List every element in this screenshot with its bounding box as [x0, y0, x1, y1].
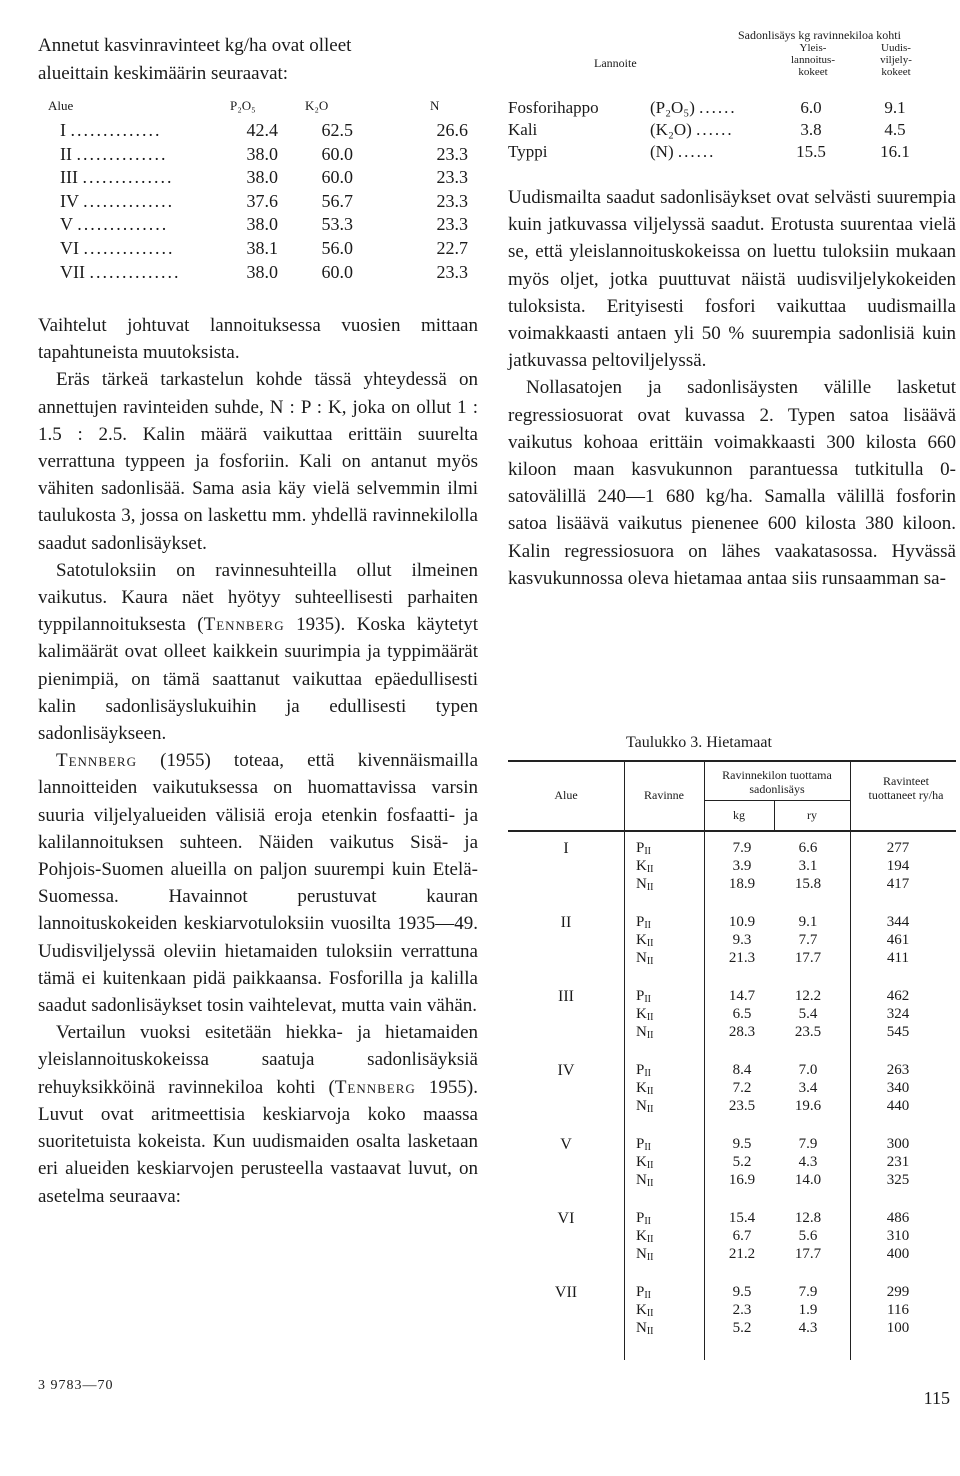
nutrient-symbol: K: [636, 932, 647, 948]
row-area: [60, 191, 240, 212]
value-kg: 15.4: [728, 1210, 756, 1226]
formula-text: (P₂O₅): [650, 98, 695, 117]
value-kg: 16.9: [728, 1172, 756, 1188]
nutrient-label: [636, 1154, 654, 1171]
value-ry: 17.7: [794, 1246, 822, 1262]
text-segment: 1955). Luvut ovat aritmeettisia keskiarvoja koko maassa suoritetuista kokeista. Kun uudismaiden osalta lasketaan eri alueiden keskiarvojen perusteella vastaavat luvut, on asetelma seuraava:: [38, 1076, 478, 1207]
value-p2o5: 42.4: [246, 120, 278, 140]
nutrient-symbol: K: [636, 1080, 647, 1096]
nutrient-symbol: P: [636, 988, 645, 1004]
row-area: [60, 262, 240, 283]
fertilizer-formula: [650, 98, 737, 118]
value-ry: 17.7: [794, 950, 822, 966]
value-ry: 19.6: [794, 1098, 822, 1114]
nutrient-subscript: II: [644, 1290, 652, 1301]
nutrient-subscript: II: [646, 1012, 654, 1023]
intro-line-2: alueittain keskimäärin seuraavat:: [38, 63, 289, 84]
value-kg: 9.5: [732, 1136, 752, 1152]
nutrient-table-body: [38, 120, 478, 285]
nutrient-label: [636, 988, 651, 1005]
value-new-land-trials: 4.5: [884, 120, 906, 139]
nutrient-symbol: P: [636, 1136, 645, 1152]
nutrient-label: [636, 1062, 651, 1079]
value-p2o5: 38.0: [246, 261, 278, 282]
value-ry-per-ha: 462: [886, 988, 910, 1004]
paragraph-mineral-soils: [38, 747, 478, 1019]
table-row: [38, 120, 478, 144]
value-ry-per-ha: 411: [887, 950, 909, 966]
value-ry-per-ha: 116: [887, 1302, 909, 1318]
header-nutrient: Ravinne: [644, 788, 684, 802]
nutrient-table-header: [38, 98, 478, 120]
value-kg: 18.9: [728, 876, 756, 892]
value-ry: 3.1: [798, 858, 818, 874]
value-kg: 14.7: [728, 988, 756, 1004]
paragraph-yield-effect: [38, 557, 478, 747]
table-vrule: [704, 760, 705, 1360]
row-area: [60, 238, 240, 259]
nutrient-label: [636, 914, 651, 931]
value-ry-per-ha: 340: [886, 1080, 910, 1096]
value-k2o: 60.0: [321, 143, 353, 164]
value-n: 23.3: [436, 143, 468, 164]
nutrient-subscript: II: [644, 846, 652, 857]
nutrient-subscript: II: [646, 1104, 654, 1115]
nutrient-subscript: II: [644, 1142, 652, 1153]
nutrient-symbol: P: [636, 914, 645, 930]
table-row: [38, 167, 478, 191]
nutrient-table: [38, 98, 478, 285]
paragraph-variation: Vaihtelut johtuvat lannoituksessa vuosien mittaan tapahtuneista muutoksista.: [38, 315, 478, 364]
value-n: 23.3: [436, 167, 468, 188]
value-n: 23.3: [436, 261, 468, 282]
value-ry: 15.8: [794, 876, 822, 892]
dot-leader: ..............: [77, 214, 169, 235]
nutrient-label: [636, 1284, 651, 1301]
table-rule-header: [508, 830, 956, 832]
value-kg: 9.3: [732, 932, 752, 948]
value-ry-per-ha: 310: [886, 1228, 910, 1244]
value-n: 22.7: [436, 237, 468, 258]
value-new-land-trials: 9.1: [884, 98, 906, 117]
header-n: N: [430, 98, 440, 113]
row-area: [60, 120, 240, 141]
table-header-yield: Sadonlisäys kg ravinnekiloa kohti: [738, 28, 901, 42]
nutrient-subscript: II: [646, 1234, 654, 1245]
fertilizer-name: Kali: [508, 120, 538, 139]
value-k2o: 60.0: [321, 261, 353, 282]
fertilizer-row: [508, 98, 956, 120]
text-segment: Satotuloksiin on ravinnesuhteilla ollut ilmeinen vaikutus. Kaura näet hyötyy suhteellisesti parhaiten typpilannoituksesta (: [38, 559, 478, 636]
nutrient-label: [636, 1246, 654, 1263]
table3-hietamaat: [508, 760, 956, 1360]
value-kg: 2.3: [732, 1302, 752, 1318]
nutrient-subscript: II: [644, 1068, 652, 1079]
right-body-text: [508, 184, 956, 592]
paragraph-new-land: Uudismailta saadut sadonlisäykset ovat selvästi suurempia kuin jatkuvassa viljelyssä saadut. Erotusta suurentaa vielä se, että yleislannoituskokeissa on luettu tuloksiin mukaan myös oljet, jotka puuttuvat näistä uudisviljelykokeiden tuloksista. Erityisesti fosfori vaikuttaa uudismailla voimakkaasti antaen yli 50 % suurempia sadonlisiä kuin jatkuvassa peltoviljelyssä.: [508, 187, 956, 372]
table-rule-subheader: [704, 800, 850, 801]
value-ry: 23.5: [794, 1024, 822, 1040]
value-n: 23.3: [436, 214, 468, 235]
value-ry: 9.1: [798, 914, 818, 930]
value-ry-per-ha: 417: [886, 876, 910, 892]
value-ry-per-ha: 344: [886, 914, 910, 930]
fertilizer-name: Typpi: [508, 142, 548, 161]
dot-leader: ......: [677, 142, 716, 161]
value-ry: 7.9: [798, 1284, 818, 1300]
area-label: II: [60, 143, 72, 164]
nutrient-label: [636, 950, 654, 967]
row-area: [60, 214, 240, 235]
value-ry: 14.0: [794, 1172, 822, 1188]
nutrient-symbol: N: [636, 1172, 647, 1188]
nutrient-label: [636, 858, 654, 875]
nutrient-subscript: II: [646, 1252, 654, 1263]
value-ry: 12.8: [794, 1210, 822, 1226]
value-ry-per-ha: 194: [886, 858, 910, 874]
nutrient-symbol: P: [636, 1210, 645, 1226]
nutrient-label: [636, 1024, 654, 1041]
formula-text: (K₂O): [650, 120, 692, 139]
table-header-fertilizer: Lannoite: [594, 56, 637, 70]
citation-tennberg: Tennberg: [203, 614, 285, 636]
row-area: [60, 167, 240, 188]
value-ry: 5.6: [798, 1228, 818, 1244]
value-p2o5: 38.1: [246, 237, 278, 258]
paragraph-regression: Nollasatojen ja sadonlisäysten välille lasketut regressiosuorat ovat kuvassa 2. Typen satoa lisäävä vaikutus kohoaa erittäin voimakkaasti 300 kilosta 660 kiloon maan kasvukunnon parantuessa tutkitulla 0-satovälillä 240—1 680 kg/ha. Samalla välillä fosforin satoa lisäävä vaikutus pienenee 600 kilosta 380 kiloon. Kalin regressiosuora on lähes vaakatasossa. Hyvässä kasvukunnossa oleva hietamaa antaa siis runsaamman sa-: [508, 377, 956, 589]
dot-leader: ..............: [83, 237, 175, 258]
nutrient-subscript: II: [646, 938, 654, 949]
value-ry-per-ha: 461: [886, 932, 910, 948]
nutrient-symbol: N: [636, 1246, 647, 1262]
area-label: III: [60, 167, 78, 188]
value-kg: 3.9: [732, 858, 752, 874]
header-area: Alue: [48, 98, 74, 113]
value-ry: 5.4: [798, 1006, 818, 1022]
nutrient-symbol: K: [636, 1302, 647, 1318]
header-k2o: K₂O: [305, 98, 329, 113]
value-kg: 6.5: [732, 1006, 752, 1022]
value-general-trials: 3.8: [800, 120, 822, 139]
nutrient-subscript: II: [646, 1086, 654, 1097]
footer-code: 3 9783—70: [38, 1378, 114, 1393]
table-row: [38, 262, 478, 286]
value-kg: 9.5: [732, 1284, 752, 1300]
nutrient-symbol: K: [636, 1228, 647, 1244]
value-general-trials: 6.0: [800, 98, 822, 117]
table-vrule: [624, 760, 625, 1360]
nutrient-label: [636, 1006, 654, 1023]
value-n: 26.6: [436, 120, 468, 140]
nutrient-label: [636, 1098, 654, 1115]
dot-leader: ......: [696, 120, 734, 139]
nutrient-symbol: K: [636, 858, 647, 874]
table-header-new-land-trials: Uudis- viljely- kokeet: [880, 42, 912, 78]
value-k2o: 60.0: [321, 167, 353, 188]
row-area: [60, 144, 240, 165]
area-label: VI: [60, 237, 79, 258]
fertilizer-row: [508, 120, 956, 142]
nutrient-label: [636, 1302, 654, 1319]
value-k2o: 62.5: [321, 120, 353, 140]
nutrient-symbol: N: [636, 1320, 647, 1336]
area-label: VII: [554, 1284, 578, 1301]
header-yield-per-kg: Ravinnekilon tuottama sadonlisäys: [722, 768, 832, 796]
nutrient-symbol: K: [636, 1006, 647, 1022]
area-label: IV: [60, 190, 79, 211]
area-label: III: [558, 988, 574, 1005]
value-p2o5: 37.6: [246, 190, 278, 211]
table3-title: Taulukko 3. Hietamaat: [626, 734, 772, 751]
nutrient-symbol: N: [636, 1024, 647, 1040]
value-p2o5: 38.0: [246, 167, 278, 188]
dot-leader: ..............: [82, 167, 174, 188]
value-ry-per-ha: 299: [886, 1284, 910, 1300]
header-p2o5: P₂O₅: [230, 98, 256, 113]
intro-text: [38, 32, 478, 88]
value-k2o: 53.3: [321, 214, 353, 235]
nutrient-label: [636, 1136, 651, 1153]
value-ry: 12.2: [794, 988, 822, 1004]
dot-leader: ..............: [83, 190, 175, 211]
nutrient-label: [636, 1320, 654, 1337]
nutrient-subscript: II: [644, 1216, 652, 1227]
fertilizer-formula: [650, 120, 734, 140]
area-label: I: [60, 120, 66, 140]
value-kg: 8.4: [732, 1062, 752, 1078]
value-ry: 7.0: [798, 1062, 818, 1078]
value-ry: 4.3: [798, 1320, 818, 1336]
table-row: [38, 144, 478, 168]
nutrient-symbol: P: [636, 1284, 645, 1300]
nutrient-subscript: II: [646, 1030, 654, 1041]
header-produced: Ravinteet tuottaneet ry/ha: [868, 774, 944, 802]
nutrient-symbol: N: [636, 876, 647, 892]
nutrient-symbol: N: [636, 950, 647, 966]
value-ry: 6.6: [798, 840, 818, 856]
value-ry: 3.4: [798, 1080, 818, 1096]
dot-leader: ..............: [76, 143, 168, 164]
value-p2o5: 38.0: [246, 214, 278, 235]
text-segment: (1955) toteaa, että kivennäismailla lannoitteiden vaikutuksessa on huomattavissa varsin suuria viljelyalueiden välisiä eroja etenkin fosfaatti- ja kalilannoituksen suhteen. Näiden vaikutus Sisä- ja Pohjois-Suomen alueilla on paljon suurempi kuin Etelä-Suomessa. Havainnot perustuvat kauran lannoituskokeiden keskiarvotuloksiin vuosilta 1935—49. Uudisviljelyssä oleviin hietamaiden tuloksiin verrattuna tämä ei kuitenkaan pidä paikkaansa. Fosforilla ja kalilla saadut sadonlisäykset tosin vaihtelevat, mutta vain vähän.: [38, 750, 478, 1017]
table-header-general-trials: Yleis- lannoitus- kokeet: [791, 42, 835, 78]
value-kg: 7.2: [732, 1080, 752, 1096]
value-ry: 7.7: [798, 932, 818, 948]
value-general-trials: 15.5: [796, 142, 826, 161]
nutrient-subscript: II: [644, 920, 652, 931]
header-ry: ry: [807, 808, 817, 822]
value-k2o: 56.7: [321, 190, 353, 211]
fertilizer-name: Fosforihappo: [508, 98, 599, 117]
value-ry-per-ha: 325: [886, 1172, 910, 1188]
nutrient-symbol: P: [636, 1062, 645, 1078]
text-segment: 1935). Koska käytetyt kalimäärät ovat olleet kaikkein suurimpia ja typpimäärät pienimpiä, on tämä saattanut vaikuttaa epäedullisesti kalin sadonlisäyslukuihin ja edullisesti typen sadonlisäykseen.: [38, 614, 478, 745]
citation-tennberg: Tennberg: [334, 1076, 416, 1098]
nutrient-symbol: K: [636, 1154, 647, 1170]
value-kg: 5.2: [732, 1154, 752, 1170]
area-label: VII: [60, 261, 85, 282]
nutrient-label: [636, 840, 651, 857]
value-kg: 6.7: [732, 1228, 752, 1244]
value-ry-per-ha: 400: [886, 1246, 910, 1262]
value-ry-per-ha: 231: [886, 1154, 910, 1170]
nutrient-label: [636, 1210, 651, 1227]
value-k2o: 56.0: [321, 237, 353, 258]
value-kg: 21.2: [728, 1246, 756, 1262]
value-ry: 4.3: [798, 1154, 818, 1170]
value-kg: 23.5: [728, 1098, 756, 1114]
paragraph-comparison: [38, 1019, 478, 1209]
nutrient-symbol: N: [636, 1098, 647, 1114]
nutrient-subscript: II: [646, 956, 654, 967]
value-kg: 7.9: [732, 840, 752, 856]
nutrient-label: [636, 1228, 654, 1245]
nutrient-subscript: II: [646, 864, 654, 875]
value-kg: 5.2: [732, 1320, 752, 1336]
area-label: V: [60, 214, 73, 235]
fertilizer-formula: [650, 142, 715, 162]
dot-leader: ..............: [89, 261, 181, 282]
nutrient-label: [636, 876, 654, 893]
nutrient-subscript: II: [644, 994, 652, 1005]
nutrient-subscript: II: [646, 1326, 654, 1337]
area-label: I: [563, 840, 569, 857]
dot-leader: ..............: [70, 120, 162, 140]
area-label: V: [560, 1136, 572, 1153]
dot-leader: ......: [699, 98, 737, 117]
citation-tennberg: Tennberg: [56, 750, 137, 772]
value-ry-per-ha: 100: [886, 1320, 910, 1336]
area-label: II: [560, 914, 572, 931]
header-area: Alue: [554, 788, 578, 802]
nutrient-label: [636, 1080, 654, 1097]
formula-text: (N): [650, 142, 674, 161]
value-kg: 10.9: [728, 914, 756, 930]
area-label: IV: [557, 1062, 575, 1079]
table-row: [38, 191, 478, 215]
value-new-land-trials: 16.1: [880, 142, 910, 161]
left-body-text: [38, 312, 478, 1210]
value-ry-per-ha: 440: [886, 1098, 910, 1114]
nutrient-label: [636, 1172, 654, 1189]
header-kg: kg: [733, 808, 745, 822]
table-vrule: [850, 760, 851, 1360]
nutrient-subscript: II: [646, 882, 654, 893]
fertilizer-row: [508, 142, 956, 164]
nutrient-label: [636, 932, 654, 949]
value-ry-per-ha: 486: [886, 1210, 910, 1226]
table-row: [38, 214, 478, 238]
text-segment: Vertailun vuoksi esitetään hiekka- ja hietamaiden yleislannoituskokeissa saatuja sadonlisäyksiä rehuyksikköinä ravinnekiloa kohti (: [38, 1022, 478, 1098]
area-label: VI: [557, 1210, 575, 1227]
table-row: [38, 238, 478, 262]
table-rule-top: [508, 760, 956, 762]
value-ry: 1.9: [798, 1302, 818, 1318]
value-kg: 28.3: [728, 1024, 756, 1040]
nutrient-symbol: P: [636, 840, 645, 856]
value-ry: 7.9: [798, 1136, 818, 1152]
value-ry-per-ha: 277: [886, 840, 910, 856]
value-ry-per-ha: 263: [886, 1062, 910, 1078]
value-ry-per-ha: 545: [886, 1024, 910, 1040]
page-number: 115: [923, 1388, 950, 1408]
nutrient-subscript: II: [646, 1308, 654, 1319]
nutrient-subscript: II: [646, 1160, 654, 1171]
value-n: 23.3: [436, 190, 468, 211]
value-ry-per-ha: 324: [886, 1006, 910, 1022]
value-ry-per-ha: 300: [886, 1136, 910, 1152]
value-p2o5: 38.0: [246, 143, 278, 164]
intro-line-1: Annetut kasvinravinteet kg/ha ovat olleet: [38, 35, 352, 56]
nutrient-subscript: II: [646, 1178, 654, 1189]
paragraph-ratio: Eräs tärkeä tarkastelun kohde tässä yhteydessä on annettujen ravinteiden suhde, N : P : K, joka on ollut 1 : 1.5 : 2.5. Kalin määrä vaikuttaa erittäin suurelta verrattuna typpeen ja fosforiin. Kali on antanut myös vähiten sadonlisää. Sama asia käy vielä selvemmin ilmi taulukosta 3, jossa on laskettu mm. yhdellä ravinnekilolla saadut sadonlisäykset.: [38, 369, 478, 554]
value-kg: 21.3: [728, 950, 756, 966]
